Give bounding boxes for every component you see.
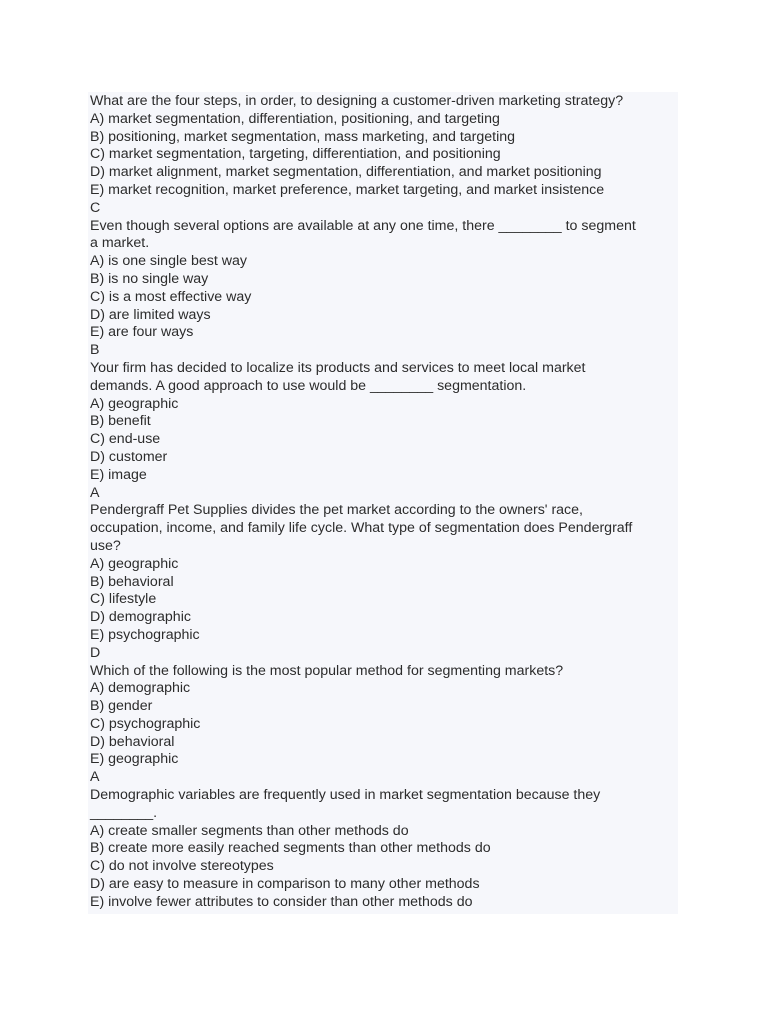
text-line: Your firm has decided to localize its products and services to meet local market <box>90 359 586 376</box>
text-line: C) market segmentation, targeting, differentiation, and positioning <box>90 146 501 163</box>
text-line: A <box>90 769 100 786</box>
text-line: demands. A good approach to use would be ________ segmentation. <box>90 377 527 394</box>
text-line: C) do not involve stereotypes <box>90 858 274 875</box>
text-line: A) create smaller segments than other methods do <box>90 822 409 839</box>
text-line: D) demographic <box>90 609 191 626</box>
text-line: B) behavioral <box>90 573 174 590</box>
text-line: occupation, income, and family life cycle. What type of segmentation does Pendergraff <box>90 520 633 537</box>
text-line: E) psychographic <box>90 626 200 643</box>
text-line: E) geographic <box>90 751 179 768</box>
text-line: C) end-use <box>90 431 161 448</box>
text-line: B <box>90 342 100 359</box>
text-line: B) benefit <box>90 413 151 430</box>
text-line: A) market segmentation, differentiation, positioning, and targeting <box>90 110 500 127</box>
text-line: E) market recognition, market preference, market targeting, and market insistence <box>90 181 605 198</box>
text-line: B) gender <box>90 698 153 715</box>
text-line: C) psychographic <box>90 715 201 732</box>
text-line: Which of the following is the most popular method for segmenting markets? <box>90 662 564 679</box>
text-line: B) positioning, market segmentation, mass marketing, and targeting <box>90 128 516 145</box>
text-line: C) lifestyle <box>90 591 157 608</box>
text-line: B) is no single way <box>90 270 209 287</box>
text-line: C) is a most effective way <box>90 288 252 305</box>
text-line: use? <box>90 537 121 554</box>
text-line: E) involve fewer attributes to consider than other methods do <box>90 893 473 910</box>
text-line: A <box>90 484 100 501</box>
text-line: D) behavioral <box>90 733 175 750</box>
text-line: B) create more easily reached segments than other methods do <box>90 840 491 857</box>
text-line: D) customer <box>90 448 168 465</box>
text-line: E) image <box>90 466 147 483</box>
text-line: What are the four steps, in order, to designing a customer-driven marketing strategy? <box>90 93 624 109</box>
text-line: D) are easy to measure in comparison to many other methods <box>90 876 480 893</box>
text-line: Pendergraff Pet Supplies divides the pet market according to the owners' race, <box>90 502 583 519</box>
text-line: A) is one single best way <box>90 253 247 270</box>
text-line: A) demographic <box>90 680 191 697</box>
text-line: D <box>90 644 101 661</box>
quiz-text-block <box>88 92 678 914</box>
text-line: D) market alignment, market segmentation, differentiation, and market positioning <box>90 164 602 181</box>
text-line: A) geographic <box>90 395 179 412</box>
text-line: C <box>90 199 101 216</box>
text-line: Even though several options are available at any one time, there ________ to segment <box>90 217 636 234</box>
text-line: E) are four ways <box>90 324 194 341</box>
text-line: D) are limited ways <box>90 306 211 323</box>
text-line: Demographic variables are frequently used in market segmentation because they <box>90 787 601 804</box>
text-line: a market. <box>90 235 150 252</box>
text-line: ________. <box>90 804 158 821</box>
text-line: A) geographic <box>90 555 179 572</box>
